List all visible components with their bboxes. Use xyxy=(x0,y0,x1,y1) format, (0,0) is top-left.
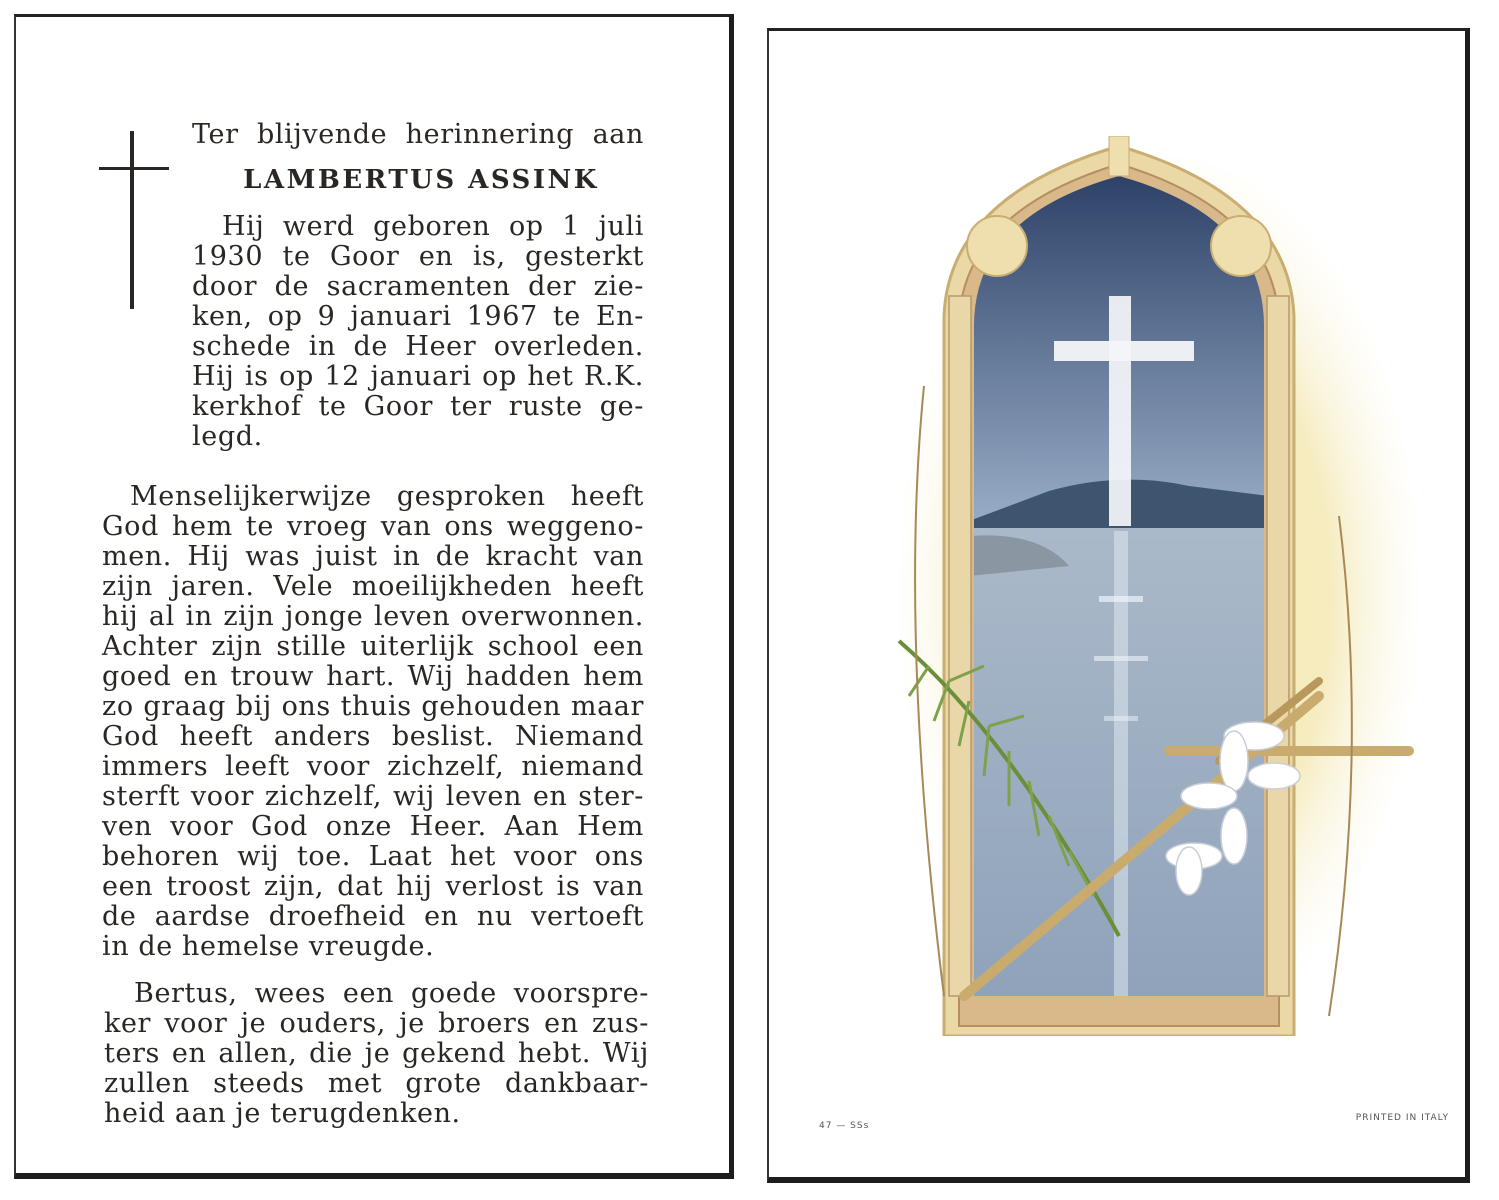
text-line: behoren wij toe. Laat het voor ons xyxy=(102,841,644,872)
catalog-number: 47 — SSs xyxy=(819,1121,870,1131)
text-line: heid aan je terugdenken. xyxy=(104,1098,461,1129)
text-line: Hij is op 12 januari op het R.K. xyxy=(192,361,644,392)
text-line: schede in de Heer overleden. xyxy=(192,331,644,362)
opening-line: Ter blijvende herinnering aan xyxy=(192,119,644,150)
text-line: Hij werd geboren op 1 juli xyxy=(222,211,644,242)
text-line: zullen steeds met grote dankbaar- xyxy=(104,1068,649,1099)
text-line: ters en allen, die je gekend hebt. Wij xyxy=(104,1038,649,1069)
text-line: legd. xyxy=(192,421,263,452)
text-line: Bertus, wees een goede voorspre- xyxy=(134,978,649,1009)
gothic-window-cross-illustration xyxy=(889,136,1429,1036)
text-line: 1930 te Goor en is, gesterkt xyxy=(192,241,644,272)
text-line: ken, op 9 januari 1967 te En- xyxy=(192,301,644,332)
text-line: sterft voor zichzelf, wij leven en ster- xyxy=(102,781,644,812)
text-line: immers leeft voor zichzelf, niemand xyxy=(102,751,644,782)
text-line: men. Hij was juist in de kracht van xyxy=(102,541,644,572)
text-line: ven voor God onze Heer. Aan Hem xyxy=(102,811,644,842)
deceased-name: LAMBERTUS ASSINK xyxy=(243,165,599,195)
text-line: kerkhof te Goor ter ruste ge- xyxy=(192,391,644,422)
text-line: door de sacramenten der zie- xyxy=(192,271,644,302)
text-line: God heeft anders beslist. Niemand xyxy=(102,721,644,752)
text-line: de aardse droefheid en nu vertoeft xyxy=(102,901,644,932)
text-line: een troost zijn, dat hij verlost is van xyxy=(102,871,644,902)
memorial-picture-card xyxy=(767,28,1470,1183)
text-line: goed en trouw hart. Wij hadden hem xyxy=(102,661,644,692)
text-line: zo graag bij ons thuis gehouden maar xyxy=(102,691,644,722)
printed-in-italy: PRINTED IN ITALY xyxy=(1355,1113,1449,1123)
cross-icon xyxy=(99,131,169,309)
text-line: Achter zijn stille uiterlijk school een xyxy=(102,631,644,662)
text-line: ker voor je ouders, je broers en zus- xyxy=(104,1008,649,1039)
text-line: in de hemelse vreugde. xyxy=(102,931,435,962)
text-line: Menselijkerwijze gesproken heeft xyxy=(130,481,644,512)
text-line: hij al in zijn jonge leven overwonnen. xyxy=(102,601,644,632)
text-line: zijn jaren. Vele moeilijkheden heeft xyxy=(102,571,644,602)
memorial-text-card xyxy=(14,14,734,1179)
text-line: God hem te vroeg van ons weggeno- xyxy=(102,511,644,542)
